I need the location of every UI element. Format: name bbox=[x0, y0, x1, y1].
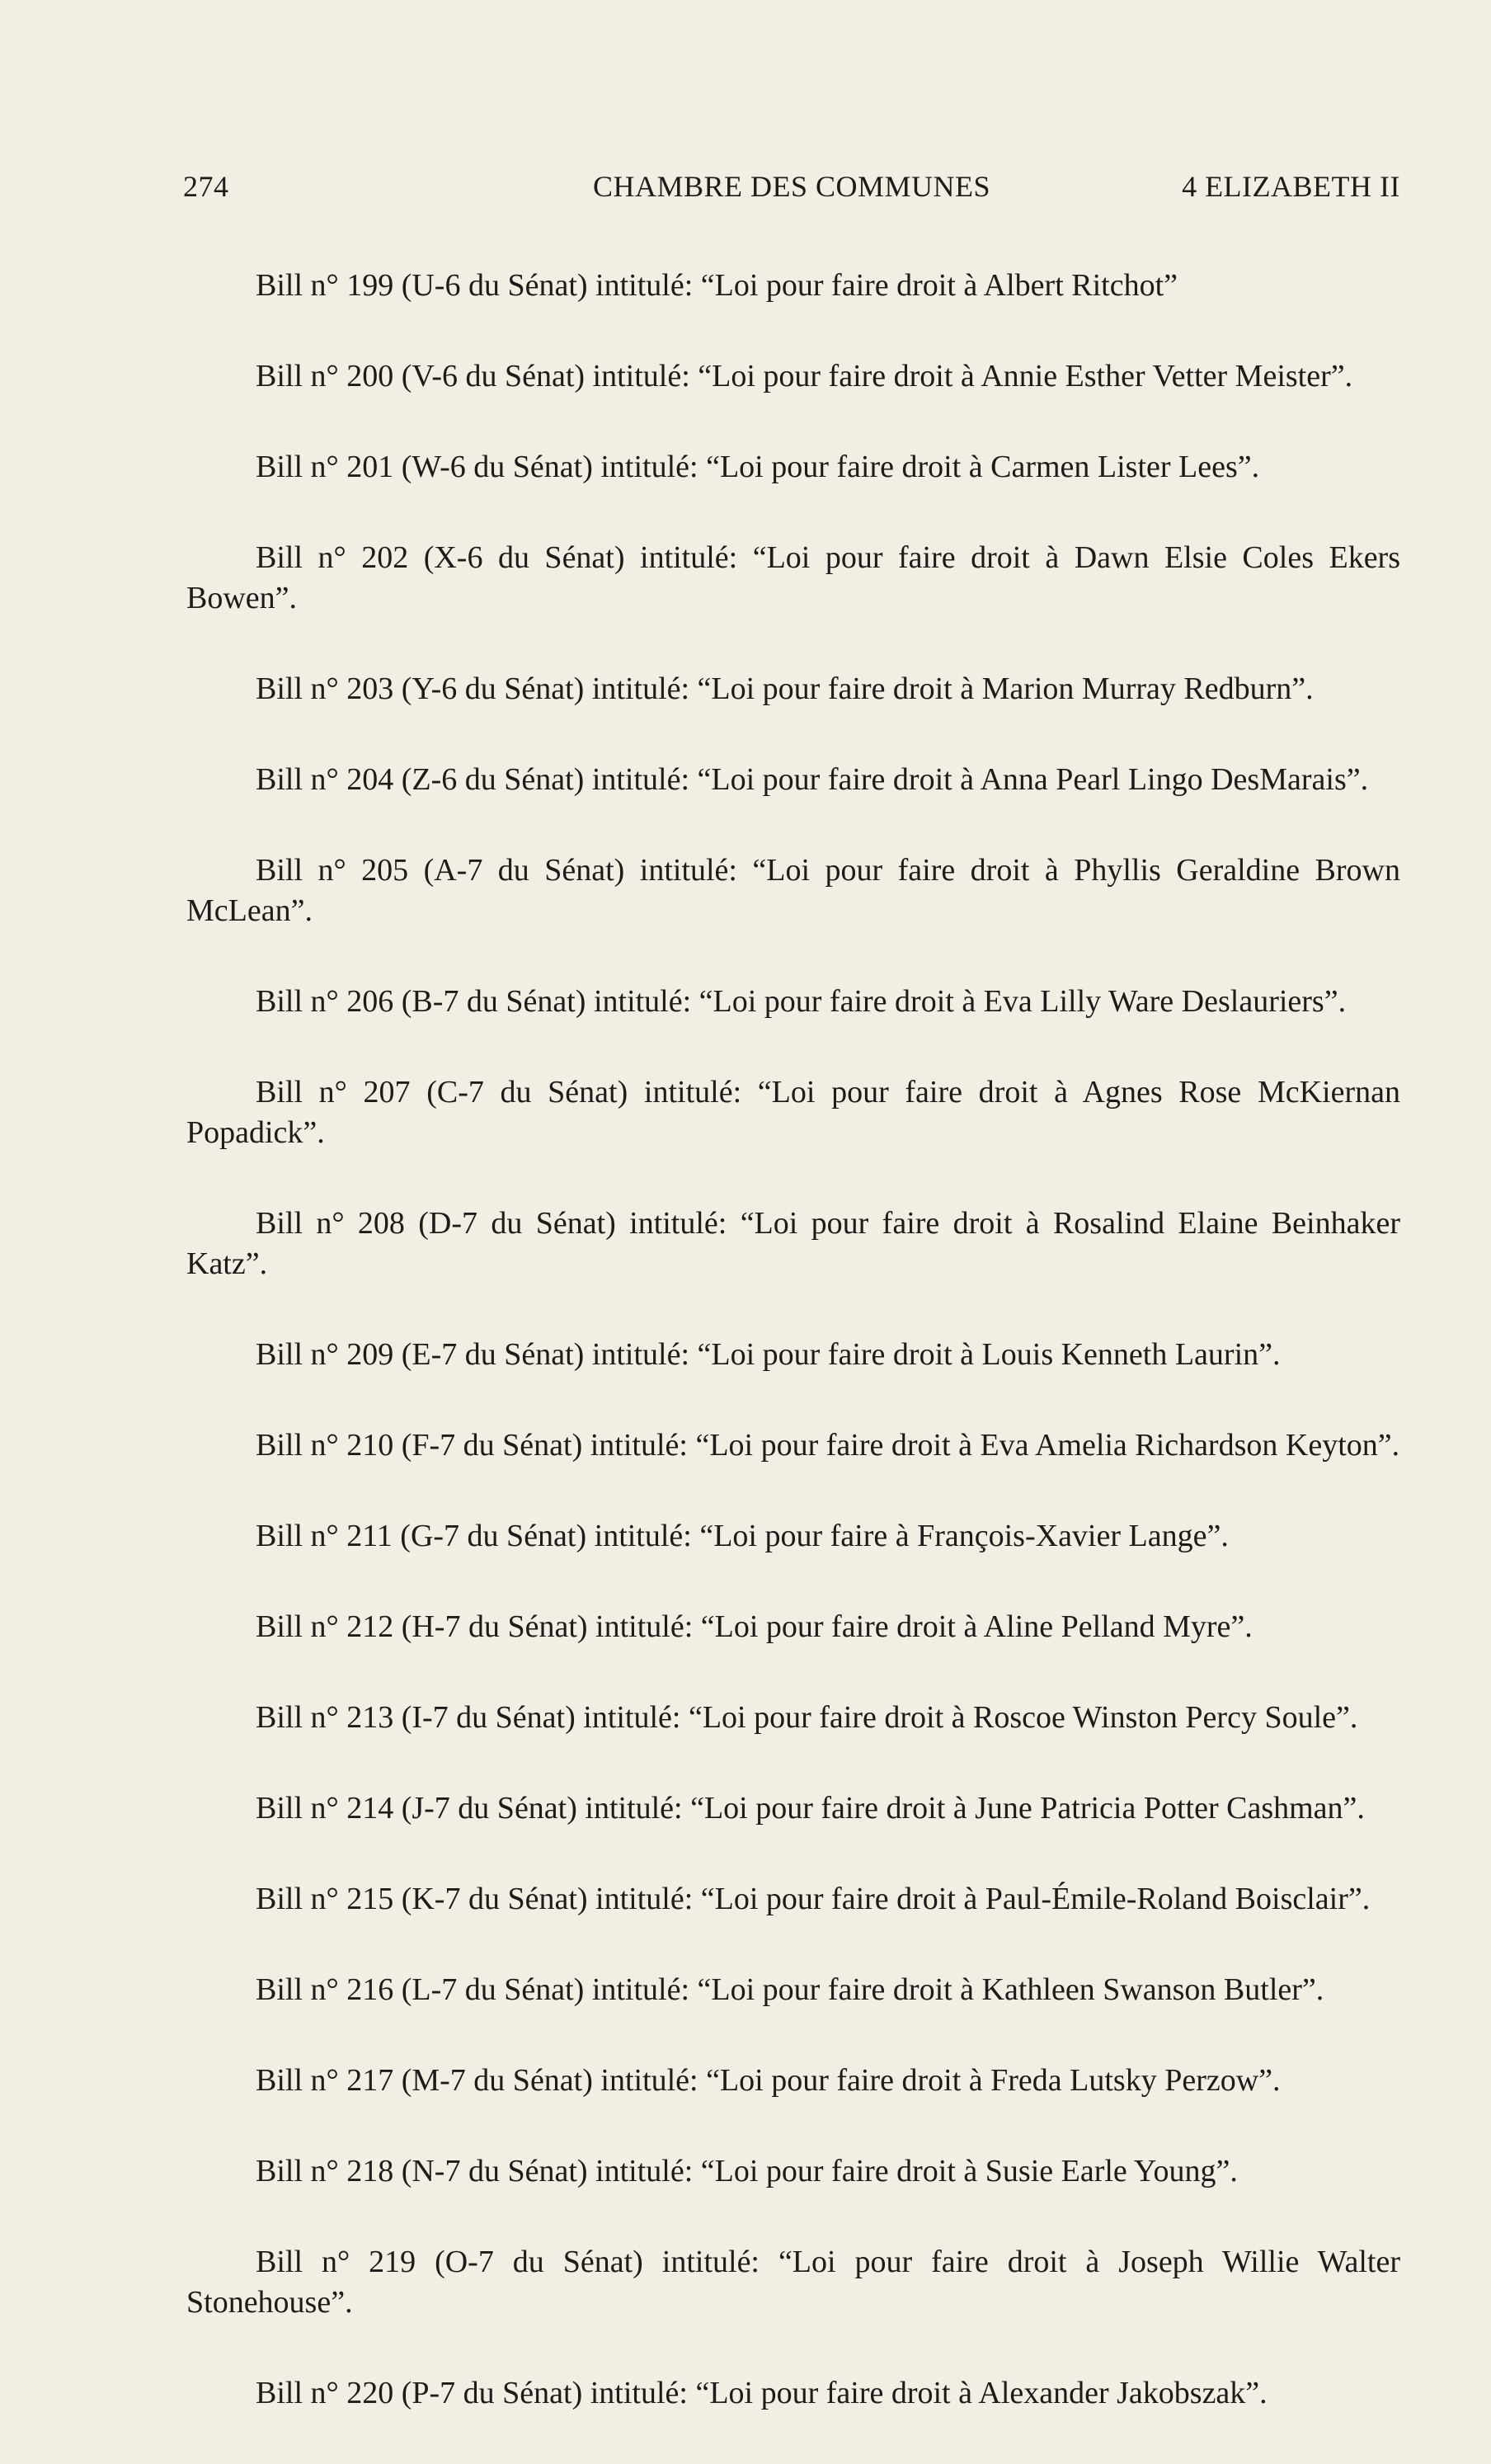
bill-entry: Bill n° 202 (X-6 du Sénat) intitulé: “Loi pour faire droit à Dawn Elsie Coles Ekers Bowen”. bbox=[186, 540, 1400, 615]
bill-entry: Bill n° 216 (L-7 du Sénat) intitulé: “Loi pour faire droit à Kathleen Swanson Butler”. bbox=[256, 1972, 1324, 2007]
bill-entry: Bill n° 213 (I-7 du Sénat) intitulé: “Loi pour faire droit à Roscoe Winston Percy Soule”. bbox=[256, 1700, 1358, 1735]
bill-entry: Bill n° 211 (G-7 du Sénat) intitulé: “Loi pour faire à François-Xavier Lange”. bbox=[256, 1519, 1229, 1553]
bill-entry: Bill n° 204 (Z-6 du Sénat) intitulé: “Loi pour faire droit à Anna Pearl Lingo DesMarais”. bbox=[256, 762, 1369, 797]
bill-entry: Bill n° 208 (D-7 du Sénat) intitulé: “Loi pour faire droit à Rosalind Elaine Beinhaker Katz”. bbox=[186, 1206, 1400, 1281]
bill-entry: Bill n° 210 (F-7 du Sénat) intitulé: “Loi pour faire droit à Eva Amelia Richardson Keyton”. bbox=[256, 1428, 1400, 1463]
bill-entry: Bill n° 200 (V-6 du Sénat) intitulé: “Loi pour faire droit à Annie Esther Vetter Meister”. bbox=[256, 359, 1353, 393]
page-header bbox=[183, 169, 1400, 219]
bill-entry: Bill n° 218 (N-7 du Sénat) intitulé: “Loi pour faire droit à Susie Earle Young”. bbox=[256, 2154, 1238, 2188]
bill-entry: Bill n° 214 (J-7 du Sénat) intitulé: “Loi pour faire droit à June Patricia Potter Cashman”. bbox=[256, 1791, 1365, 1826]
bill-entry: Bill n° 219 (O-7 du Sénat) intitulé: “Loi pour faire droit à Joseph Willie Walter Stonehouse”. bbox=[186, 2245, 1400, 2320]
bill-entry: Bill n° 215 (K-7 du Sénat) intitulé: “Loi pour faire droit à Paul-Émile-Roland Boisclair”. bbox=[256, 1882, 1371, 1916]
bill-entry: Bill n° 206 (B-7 du Sénat) intitulé: “Loi pour faire droit à Eva Lilly Ware Deslauriers”. bbox=[256, 984, 1347, 1019]
bill-entry: Bill n° 209 (E-7 du Sénat) intitulé: “Loi pour faire droit à Louis Kenneth Laurin”. bbox=[256, 1337, 1281, 1372]
bill-entry: Bill n° 199 (U-6 du Sénat) intitulé: “Loi pour faire droit à Albert Ritchot” bbox=[256, 268, 1178, 303]
page-number: 274 bbox=[183, 170, 229, 203]
bill-entry: Bill n° 205 (A-7 du Sénat) intitulé: “Loi pour faire droit à Phyllis Geraldine Brown McLean”. bbox=[186, 853, 1400, 928]
bill-entry: Bill n° 201 (W-6 du Sénat) intitulé: “Loi pour faire droit à Carmen Lister Lees”. bbox=[256, 450, 1260, 484]
bill-entry: Bill n° 207 (C-7 du Sénat) intitulé: “Loi pour faire droit à Agnes Rose McKiernan Popadick”. bbox=[186, 1075, 1400, 1150]
journal-title: CHAMBRE DES COMMUNES bbox=[592, 170, 991, 203]
bill-entry: Bill n° 212 (H-7 du Sénat) intitulé: “Loi pour faire droit à Aline Pelland Myre”. bbox=[256, 1609, 1253, 1644]
bill-entry: Bill n° 217 (M-7 du Sénat) intitulé: “Loi pour faire droit à Freda Lutsky Perzow”. bbox=[256, 2063, 1281, 2098]
bill-entry: Bill n° 203 (Y-6 du Sénat) intitulé: “Loi pour faire droit à Marion Murray Redburn”. bbox=[256, 671, 1314, 706]
bill-entry: Bill n° 220 (P-7 du Sénat) intitulé: “Loi pour faire droit à Alexander Jakobszak”. bbox=[256, 2376, 1268, 2410]
regnal-year: 4 ELIZABETH II bbox=[1182, 170, 1400, 203]
bill-list bbox=[186, 266, 1400, 2464]
